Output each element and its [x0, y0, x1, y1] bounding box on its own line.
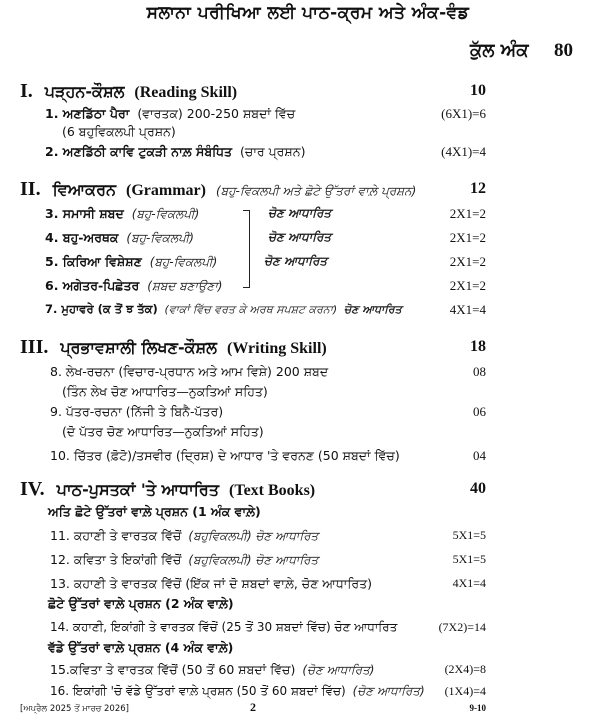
item-1-marks: (6X1)=6	[441, 106, 486, 121]
grouping-bracket	[243, 210, 250, 288]
section-1-heading	[20, 80, 237, 103]
item-8-marks: 08	[473, 364, 486, 379]
section-english: (Writing Skill)	[227, 340, 327, 357]
item-note: (ਬਹੁ-ਵਿਕਲਪੀ)	[126, 231, 194, 245]
item-13: 13. ਕਹਾਣੀ ਤੇ ਵਾਰਤਕ ਵਿੱਚੋਂ (ਇੱਕ ਜਾਂ ਦੋ ਸ਼ਬਦਾਂ ਵਾਲ਼ੇ, ਚੋਣ ਆਧਾਰਿਤ)	[50, 576, 373, 591]
item-16	[50, 684, 425, 699]
item-7-marks: 4X1=4	[449, 302, 486, 317]
item-8-line2: (ਤਿੰਨ ਲੇਖ ਚੋਣ ਆਧਾਰਿਤ—ਨੁਕਤਿਆਂ ਸਹਿਤ)	[62, 384, 268, 399]
item-text: 1. ਅਣਡਿੱਠਾ ਪੈਰਾ	[45, 106, 130, 121]
total-marks-value: 80	[554, 40, 573, 61]
subheading-long: ਵੱਡੇ ਉੱਤਰਾਂ ਵਾਲ਼ੇ ਪ੍ਰਸ਼ਨ (4 ਅੰਕ ਵਾਲ਼ੇ)	[48, 640, 234, 655]
item-text: 15.ਕਵਿਤਾ ਤੇ ਵਾਰਤਕ ਵਿੱਚੋਂ (50 ਤੋਂ 60 ਸ਼ਬਦਾਂ ਵਿੱਚ)	[50, 662, 296, 677]
item-6	[45, 278, 222, 294]
footer-class: 9-10	[469, 703, 486, 713]
item-2	[45, 144, 305, 160]
item-note: (ਬਹੁਵਿਕਲਪੀ) ਚੋਣ ਆਧਾਰਿਤ	[188, 529, 319, 543]
item-14-marks: (7X2)=14	[438, 620, 486, 634]
item-16-marks: (1X4)=4	[444, 684, 486, 698]
item-3	[45, 206, 199, 222]
item-text: 12. ਕਵਿਤਾ ਤੇ ਇਕਾਂਗੀ ਵਿੱਚੋਂ	[50, 552, 182, 567]
item-4-choice: ਚੋਣ ਆਧਾਰਿਤ	[268, 230, 332, 244]
item-note: (ਵਾਕਾਂ ਵਿੱਚ ਵਰਤ ਕੇ ਅਰਥ ਸਪਸ਼ਟ ਕਰਨਾ)	[164, 303, 338, 316]
item-10: 10. ਚਿੱਤਰ (ਫ਼ੋਟੋ)/ਤਸਵੀਰ (ਦ੍ਰਿਸ਼) ਦੇ ਆਧਾਰ 'ਤੇ ਵਰਨਣ (50 ਸ਼ਬਦਾਂ ਵਿੱਚ)	[50, 448, 400, 463]
section-english: (Reading Skill)	[134, 84, 238, 101]
section-english: (Text Books)	[229, 482, 316, 499]
item-3-marks: 2X1=2	[449, 206, 486, 221]
section-english: (Grammar)	[126, 182, 206, 199]
section-3-marks: 18	[470, 338, 486, 355]
item-4-marks: 2X1=2	[449, 230, 486, 245]
item-note: (ਵਾਰਤਕ) 200-250 ਸ਼ਬਦਾਂ ਵਿੱਚ	[137, 106, 296, 121]
item-9: 9. ਪੱਤਰ-ਰਚਨਾ (ਨਿੱਜੀ ਤੇ ਬਿਨੈ-ਪੱਤਰ)	[50, 404, 224, 419]
section-subnote: (ਬਹੁ-ਵਿਕਲਪੀ ਅਤੇ ਛੋਟੇ ਉੱਤਰਾਂ ਵਾਲ਼ੇ ਪ੍ਰਸ਼ਨ)	[215, 184, 417, 198]
section-4-marks: 40	[470, 480, 486, 497]
subheading-short: ਛੋਟੇ ਉੱਤਰਾਂ ਵਾਲ਼ੇ ਪ੍ਰਸ਼ਨ (2 ਅੰਕ ਵਾਲ਼ੇ)	[48, 596, 234, 611]
item-text: 16. ਇਕਾਂਗੀ 'ਚੋ ਵੱਡੇ ਉੱਤਰਾਂ ਵਾਲ਼ੇ ਪ੍ਰਸ਼ਨ (50 ਤੋਂ 60 ਸ਼ਬਦਾਂ ਵਿੱਚ)	[50, 684, 346, 698]
item-text: 5. ਕਿਰਿਆ ਵਿਸ਼ੇਸ਼ਣ	[45, 254, 142, 269]
item-text: 7. ਮੁਹਾਵਰੇ (ਕ ਤੋਂ ਝ ਤੱਕ)	[45, 302, 158, 316]
item-note: (ਬਹੁ-ਵਿਕਲਪੀ)	[149, 255, 218, 269]
item-11-marks: 5X1=5	[452, 528, 486, 542]
item-note: (ਚੋਣ ਆਧਾਰਿਤ)	[352, 684, 425, 698]
item-5-choice: ਚੋਣ ਆਧਾਰਿਤ	[264, 254, 328, 268]
item-13-marks: 4X1=4	[452, 576, 486, 590]
item-note: (ਬਹੁਵਿਕਲਪੀ) ਚੋਣ ਆਧਾਰਿਤ	[188, 553, 319, 567]
item-14: 14. ਕਹਾਣੀ, ਇਕਾਂਗੀ ਤੇ ਵਾਰਤਕ ਵਿੱਚੋਂ (25 ਤੋਂ 30 ਸ਼ਬਦਾਂ ਵਿੱਚ) ਚੋਣ ਆਧਾਰਿਤ	[50, 620, 398, 634]
item-text: 2. ਅਣਡਿੱਠੀ ਕਾਵਿ ਟੁਕੜੀ ਨਾਲ਼ ਸੰਬੰਧਿਤ	[45, 144, 233, 159]
item-1-line2: (6 ਬਹੁਵਿਕਲਪੀ ਪ੍ਰਸ਼ਨ)	[62, 124, 176, 139]
item-15-marks: (2X4)=8	[444, 662, 486, 676]
section-roman: III.	[20, 336, 49, 358]
footer-session: [ਅਪ੍ਰੈਲ 2025 ਤੋਂ ਮਾਰਚ 2026]	[20, 704, 129, 714]
item-12	[50, 552, 318, 568]
item-9-line2: (ਦੋ ਪੱਤਰ ਚੋਣ ਆਧਾਰਿਤ—ਨੁਕਤਿਆਂ ਸਹਿਤ)	[62, 424, 264, 439]
total-marks-label: ਕੁੱਲ ਅੰਕ	[470, 40, 529, 61]
section-title: ਵਿਆਕਰਨ	[52, 180, 116, 199]
item-15	[50, 662, 374, 678]
item-4	[45, 230, 194, 246]
section-title: ਪੜ੍ਹਨ-ਕੌਸ਼ਲ	[44, 82, 125, 101]
section-roman: I.	[20, 80, 33, 102]
item-note: (ਬਹੁ-ਵਿਕਲਪੀ)	[131, 207, 200, 221]
item-10-marks: 04	[473, 448, 486, 463]
item-text: 6. ਅਗੇਤਰ-ਪਿਛੇਤਰ	[45, 278, 140, 293]
item-choice: ਚੋਣ ਆਧਾਰਿਤ	[343, 303, 402, 316]
item-note: (ਸ਼ਬਦ ਬਣਾਉਣਾ)	[147, 279, 223, 293]
item-7	[45, 302, 402, 317]
item-text: 11. ਕਹਾਣੀ ਤੇ ਵਾਰਤਕ ਵਿੱਚੋਂ	[50, 528, 182, 543]
section-title: ਪ੍ਰਭਾਵਸ਼ਾਲੀ ਲਿਖਣ-ਕੌਸ਼ਲ	[60, 338, 217, 357]
item-5	[45, 254, 217, 270]
section-title: ਪਾਠ-ਪੁਸਤਕਾਂ 'ਤੇ ਆਧਾਰਿਤ	[56, 480, 220, 499]
item-12-marks: 5X1=5	[452, 552, 486, 566]
item-note: (ਚਾਰ ਪ੍ਰਸ਼ਨ)	[240, 144, 306, 159]
section-1-marks: 10	[470, 82, 486, 99]
item-note: (ਚੋਣ ਆਧਾਰਿਤ)	[302, 663, 375, 677]
item-text: 4. ਬਹੁ-ਅਰਥਕ	[45, 230, 119, 245]
item-11	[50, 528, 318, 544]
item-3-choice: ਚੋਣ ਆਧਾਰਿਤ	[268, 206, 332, 220]
item-6-marks: 2X1=2	[449, 278, 486, 293]
subheading-very-short: ਅਤਿ ਛੋਟੇ ਉੱਤਰਾਂ ਵਾਲ਼ੇ ਪ੍ਰਸ਼ਨ (1 ਅੰਕ ਵਾਲ਼ੇ)	[48, 504, 261, 519]
section-2-heading	[20, 178, 416, 201]
item-8: 8. ਲੇਖ-ਰਚਨਾ (ਵਿਚਾਰ-ਪ੍ਰਧਾਨ ਅਤੇ ਆਮ ਵਿਸ਼ੇ) 200 ਸ਼ਬਦ	[50, 364, 329, 379]
page-title: ਸਲਾਨਾ ਪਰੀਖਿਆ ਲਈ ਪਾਠ-ਕ੍ਰਮ ਅਤੇ ਅੰਕ-ਵੰਡ	[146, 3, 470, 23]
section-roman: II.	[20, 178, 41, 200]
item-5-marks: 2X1=2	[449, 254, 486, 269]
footer-page-number: 2	[250, 700, 256, 714]
item-1	[45, 106, 295, 122]
item-text: 3. ਸਮਾਸੀ ਸ਼ਬਦ	[45, 206, 124, 221]
item-2-marks: (4X1)=4	[441, 144, 486, 159]
section-4-heading	[20, 478, 315, 501]
section-roman: IV.	[20, 478, 45, 500]
section-2-marks: 12	[470, 180, 486, 197]
item-9-marks: 06	[473, 404, 486, 419]
section-3-heading	[20, 336, 327, 359]
